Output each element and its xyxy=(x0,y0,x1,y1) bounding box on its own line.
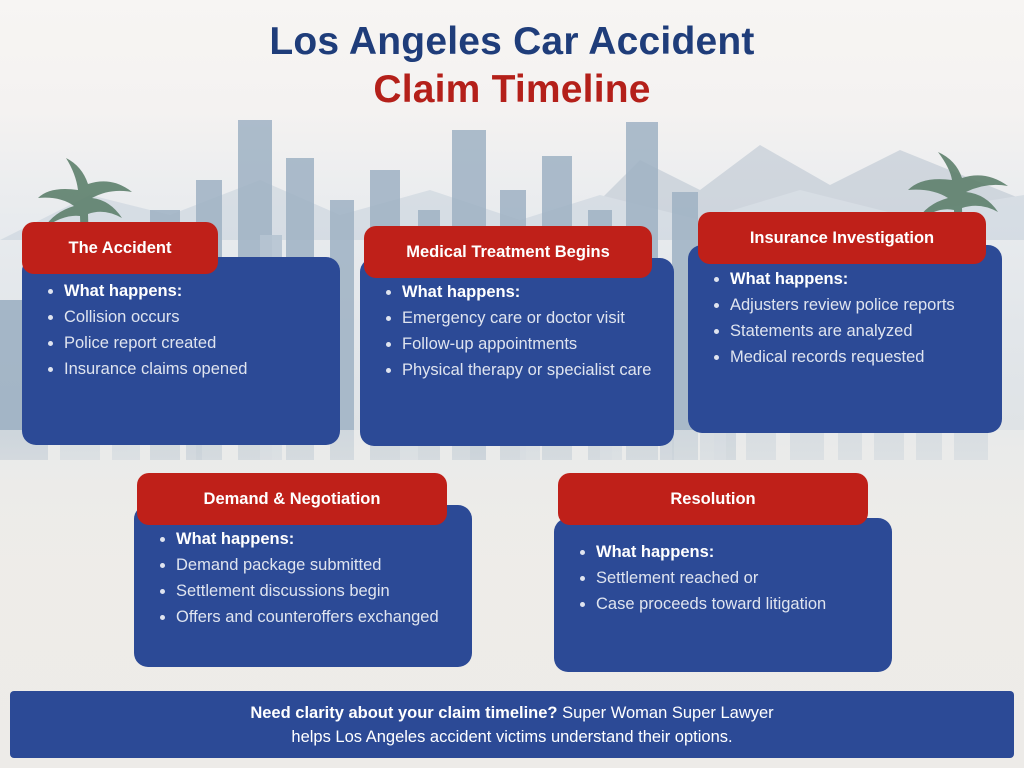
title-line-2: Claim Timeline xyxy=(373,68,651,111)
card-1-item-1: • Collision occurs xyxy=(64,305,320,330)
footer-banner xyxy=(10,691,1014,758)
card-2-item-3: • Physical therapy or specialist care xyxy=(402,358,654,383)
card-1-lead: • What happens: xyxy=(64,279,320,304)
card-2-item-2: • Follow-up appointments xyxy=(402,332,654,357)
card-5-lead: • What happens: xyxy=(596,540,872,565)
card-1-item-2: • Police report created xyxy=(64,331,320,356)
card-header-medical-treatment[interactable]: Medical Treatment Begins xyxy=(364,226,652,278)
footer-line-2: helps Los Angeles accident victims understand their options. xyxy=(291,727,733,746)
card-3-item-2: • Statements are analyzed xyxy=(730,319,982,344)
card-header-demand-negotiation[interactable]: Demand & Negotiation xyxy=(137,473,447,525)
card-4-lead: • What happens: xyxy=(176,527,452,552)
card-body-3 xyxy=(688,245,1002,433)
card-body-5 xyxy=(554,518,892,672)
card-4-item-2: • Settlement discussions begin xyxy=(176,579,452,604)
card-body-2 xyxy=(360,258,674,446)
card-3-lead: • What happens: xyxy=(730,267,982,292)
title-line-1: Los Angeles Car Accident xyxy=(269,20,755,63)
card-header-the-accident[interactable]: The Accident xyxy=(22,222,218,274)
footer-line-1 xyxy=(250,701,773,725)
card-2-item-1: • Emergency care or doctor visit xyxy=(402,306,654,331)
card-3-item-1: • Adjusters review police reports xyxy=(730,293,982,318)
card-1-item-3: • Insurance claims opened xyxy=(64,357,320,382)
card-header-resolution[interactable]: Resolution xyxy=(558,473,868,525)
card-2-lead: • What happens: xyxy=(402,280,654,305)
footer-question: Need clarity about your claim timeline? xyxy=(250,703,558,722)
card-4-item-3: • Offers and counteroffers exchanged xyxy=(176,605,452,630)
card-5-item-1: • Settlement reached or xyxy=(596,566,872,591)
card-body-4 xyxy=(134,505,472,667)
page-title xyxy=(0,18,1024,114)
card-5-item-2: • Case proceeds toward litigation xyxy=(596,592,872,617)
card-body-1 xyxy=(22,257,340,445)
card-3-item-3: • Medical records requested xyxy=(730,345,982,370)
footer-brand: Super Woman Super Lawyer xyxy=(557,703,774,722)
card-4-item-1: • Demand package submitted xyxy=(176,553,452,578)
card-header-insurance-investigation[interactable]: Insurance Investigation xyxy=(698,212,986,264)
